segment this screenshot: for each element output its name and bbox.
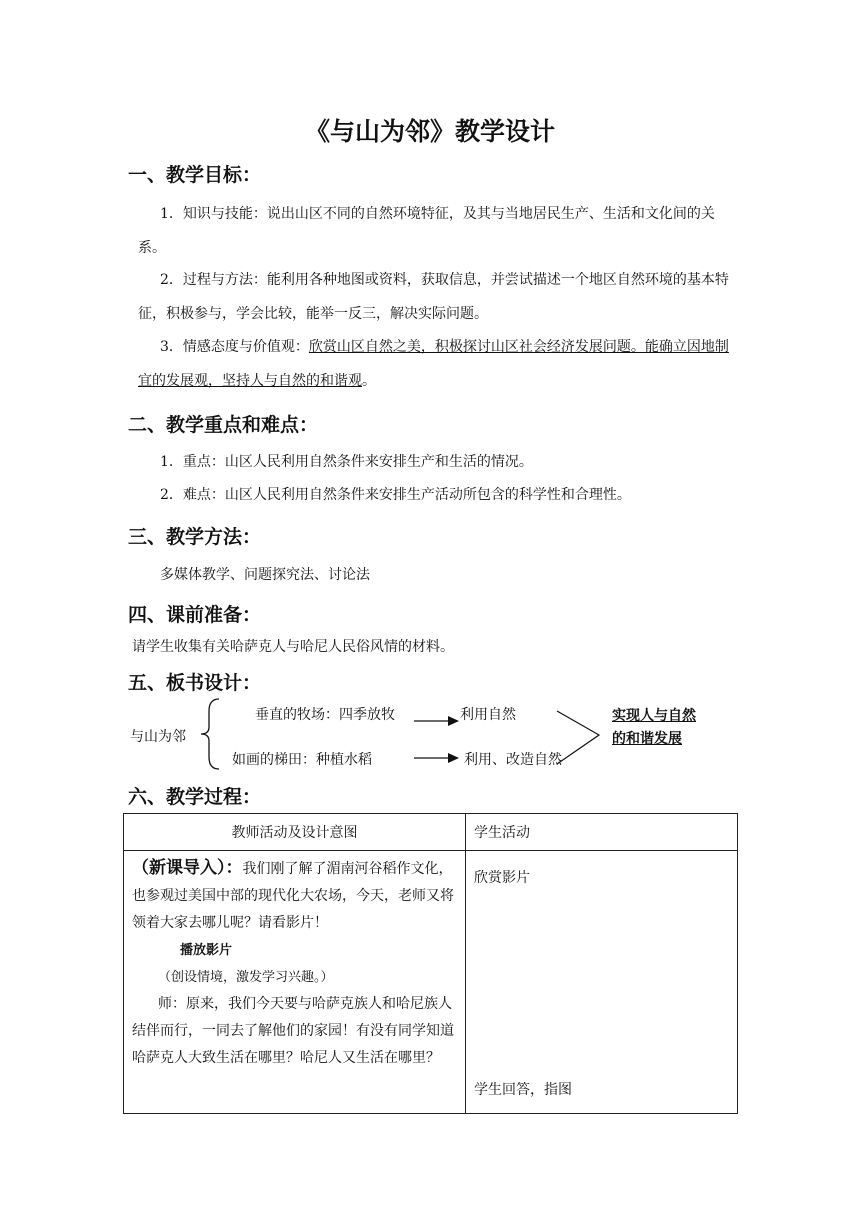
- section-heading-preparation: 四、课前准备：: [128, 604, 262, 626]
- keypoint-focus: 1．重点：山区人民利用自然条件来安排生产和生活的情况。: [160, 454, 533, 470]
- methods-text: 多媒体教学、问题探究法、讨论法: [160, 567, 370, 583]
- board-converge-lines: [555, 708, 601, 768]
- board-arrow-2: [414, 752, 460, 764]
- table-header-row: [124, 814, 738, 851]
- board-row1-left: 垂直的牧场：四季放牧: [255, 707, 395, 723]
- student-activity-1: 欣赏影片: [474, 870, 530, 886]
- student-activity-2: 学生回答，指图: [474, 1082, 572, 1098]
- section-heading-objectives: 一、教学目标：: [128, 164, 262, 186]
- intro-text: 我们刚了解了湄南河谷稻作文化，也参观过美国中部的现代化大农场，今天，老师又将领着大家去哪儿呢？请看影片！: [132, 861, 454, 931]
- student-activity-cell: [466, 851, 738, 1114]
- board-brace: [195, 697, 225, 771]
- board-root: 与山为邻: [130, 729, 186, 745]
- teacher-activity-cell: [124, 851, 466, 1114]
- play-video-label: 播放影片: [180, 943, 233, 958]
- objective-knowledge: 1．知识与技能：说出山区不同的自然环境特征，及其与当地居民生产、生活和文化间的关系。: [138, 206, 715, 256]
- board-row2-left: 如画的梯田：种植水稻: [232, 752, 372, 768]
- board-conclusion-line1: 实现人与自然: [612, 708, 696, 724]
- teacher-question: 师：原来，我们今天要与哈萨克族人和哈尼族人结伴而行，一同去了解他们的家园！有没有同学知道哈萨克人大致生活在哪里？哈尼人又生活在哪里？: [132, 996, 454, 1066]
- section-heading-board: 五、板书设计：: [128, 672, 262, 694]
- section-heading-process: 六、教学过程：: [128, 786, 262, 808]
- objective-attitude: 3．情感态度与价值观：欣赏山区自然之美，积极探讨山区社会经济发展问题。能确立因地制宜的发展观，坚持人与自然的和谐观。: [138, 339, 729, 389]
- preparation-text: 请学生收集有关哈萨克人与哈尼人民俗风情的材料。: [132, 639, 454, 655]
- section-heading-methods: 三、教学方法：: [128, 526, 262, 548]
- document-title: 《与山为邻》教学设计: [304, 117, 555, 146]
- process-table: [123, 813, 738, 1114]
- intro-label: （新课导入）：: [132, 858, 243, 878]
- keypoint-difficulty: 2．难点：山区人民利用自然条件来安排生产活动所包含的科学性和合理性。: [160, 487, 631, 503]
- table-header-student: 学生活动: [466, 814, 738, 851]
- design-intent: （创设情境，激发学习兴趣。）: [158, 970, 334, 985]
- table-row: [124, 851, 738, 1114]
- objective-process: 2．过程与方法：能利用各种地图或资料，获取信息，并尝试描述一个地区自然环境的基本特征，积极参与，学会比较，能举一反三，解决实际问题。: [138, 272, 729, 322]
- board-row1-right: 利用自然: [460, 707, 516, 723]
- objective-attitude-underlined: 欣赏山区自然之美，积极探讨山区社会经济发展问题。能确立因地制宜的发展观，坚持人与自然的和谐观: [138, 339, 729, 389]
- section-heading-keypoints: 二、教学重点和难点：: [128, 414, 319, 436]
- table-header-teacher: 教师活动及设计意图: [124, 814, 466, 851]
- board-row2-right: 利用、改造自然: [464, 752, 562, 768]
- intro-paragraph: [132, 855, 459, 937]
- board-conclusion-line2: 的和谐发展: [612, 731, 682, 747]
- board-arrow-1: [414, 715, 460, 727]
